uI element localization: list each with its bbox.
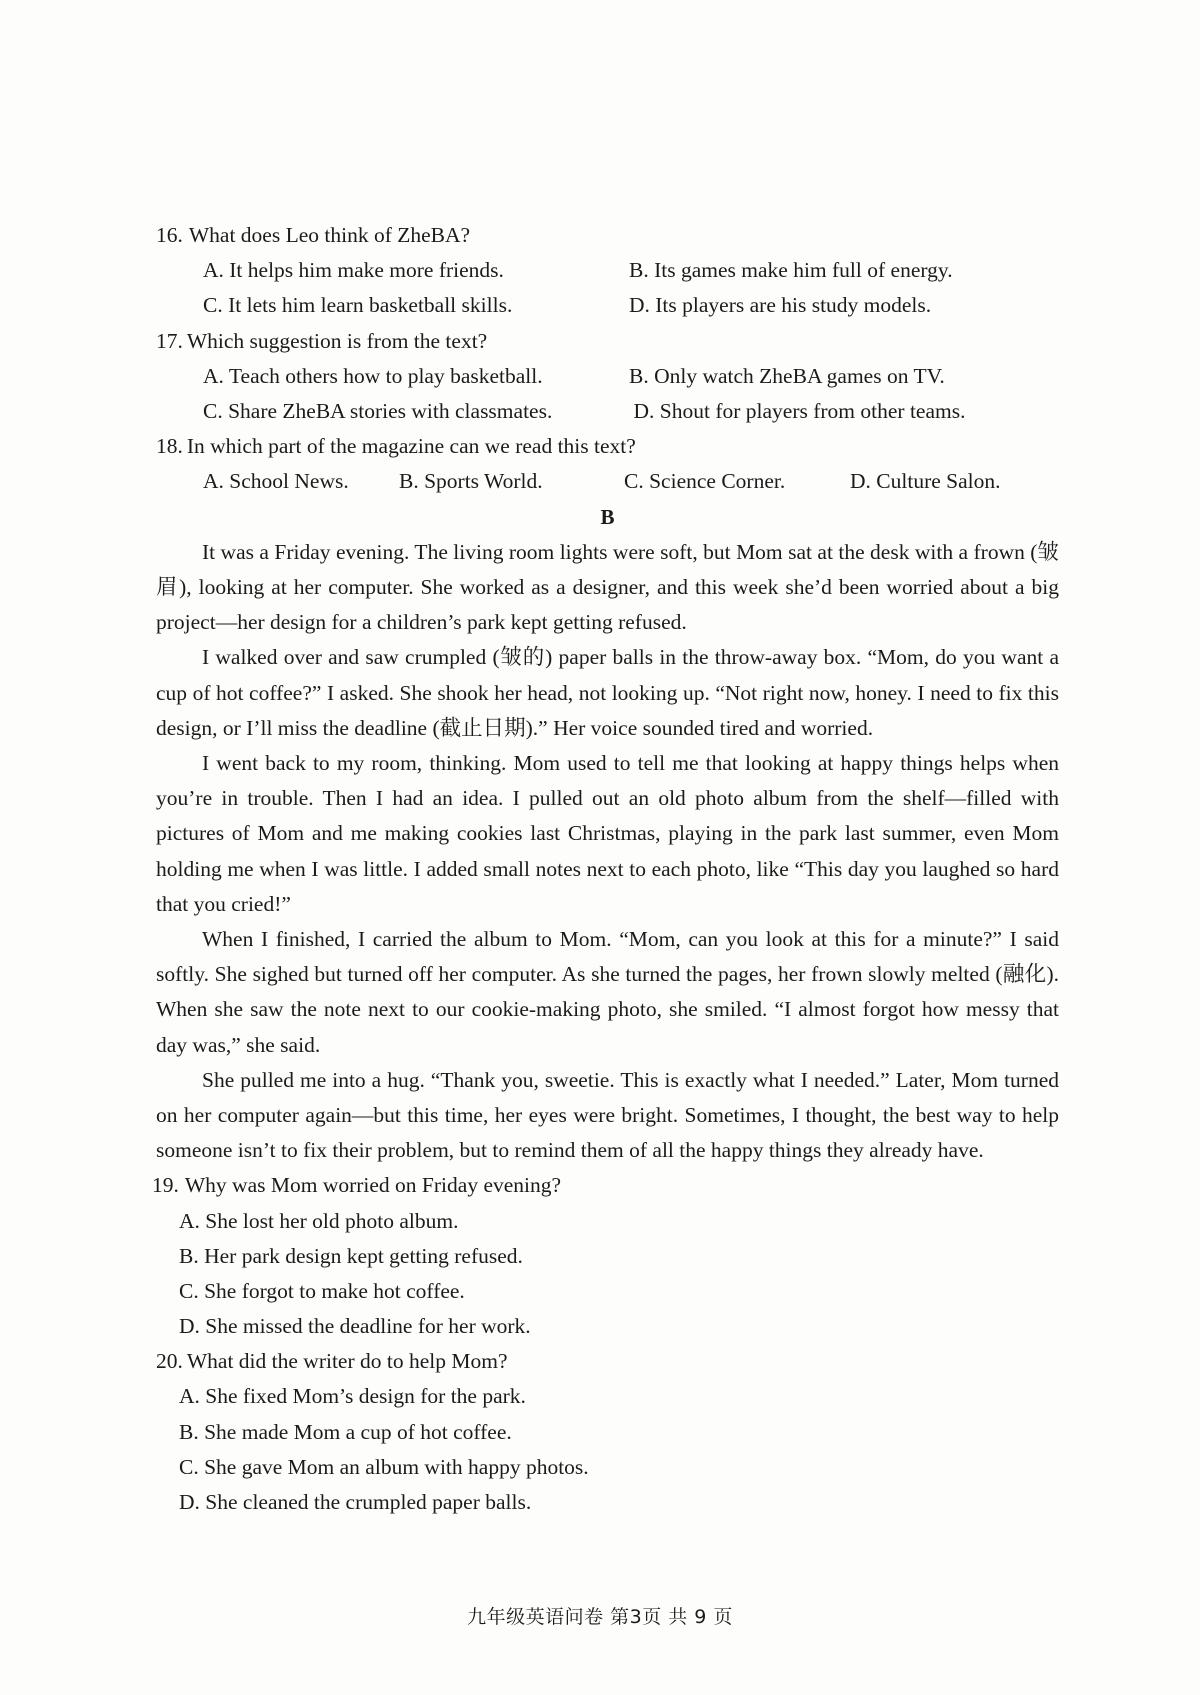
question-17 — [156, 324, 1059, 359]
question-16 — [156, 218, 1059, 253]
option-d: D. She missed the deadline for her work. — [179, 1314, 531, 1339]
option-b: B. Its games make him full of energy. — [629, 258, 953, 283]
option-d: D. She cleaned the crumpled paper balls. — [179, 1490, 532, 1515]
question-stem: Which suggestion is from the text? — [186, 328, 488, 353]
passage-paragraph: She pulled me into a hug. “Thank you, sweetie. This is exactly what I needed.” Later, Mom turned on her computer again—but this time, her eyes were bright. Sometimes, I thought, the best way to help someone isn’t to fix their problem, but to remind them of all the happy things they already have. — [156, 1067, 1059, 1163]
option-d: D. Its players are his study models. — [629, 293, 932, 318]
passage-paragraph: When I finished, I carried the album to Mom. “Mom, can you look at this for a minute?” I said softly. She sighed but turned off her computer. As she turned the pages, her frown slowly melted (融化). When she saw the note next to our cookie-making photo, she smiled. “I almost forgot how messy that day was,” she said. — [156, 926, 1059, 1057]
option-a: A. School News. — [203, 469, 349, 494]
question-20 — [156, 1344, 1059, 1379]
option-c: C. She forgot to make hot coffee. — [179, 1278, 465, 1303]
passage-paragraph: I walked over and saw crumpled (皱的) paper balls in the throw-away box. “Mom, do you want a cup of hot coffee?” I asked. She shook her head, not looking up. “Not right now, honey. I need to fix this design, or I’ll miss the deadline (截止日期).” Her voice sounded tired and worried. — [156, 645, 1059, 740]
question-19 — [152, 1168, 1059, 1203]
options-row — [156, 359, 1059, 394]
question-number: 16. — [156, 223, 183, 247]
question-number: 19. — [152, 1173, 179, 1198]
options-row — [156, 288, 1059, 323]
option-a: A. Teach others how to play basketball. — [203, 363, 543, 388]
passage-paragraph: I went back to my room, thinking. Mom used to tell me that looking at happy things helps when you’re in trouble. Then I had an idea. I pulled out an old photo album from the shelf—filled with pictures of Mom and me making cookies last Christmas, playing in the park last summer, even Mom holding me when I was little. I added small notes next to each photo, like “This day you laughed so hard that you cried!” — [156, 750, 1059, 916]
option-a: A. She fixed Mom’s design for the park. — [179, 1384, 526, 1409]
question-18 — [156, 429, 1059, 464]
page-footer: 九年级英语问卷 第3页 共 9 页 — [467, 1606, 733, 1628]
question-stem: In which part of the magazine can we read this text? — [186, 434, 636, 459]
option-c: C. Share ZheBA stories with classmates. — [203, 398, 553, 423]
section-title: B — [600, 504, 615, 529]
question-number: 18. — [156, 434, 183, 459]
option-a: A. It helps him make more friends. — [203, 258, 504, 283]
option-c: C. It lets him learn basketball skills. — [203, 293, 513, 318]
option-a: A. She lost her old photo album. — [179, 1208, 459, 1233]
options-row — [156, 394, 1059, 429]
page-content — [152, 218, 1059, 1520]
question-stem: Why was Mom worried on Friday evening? — [184, 1173, 562, 1198]
option-c: C. She gave Mom an album with happy photos. — [179, 1454, 589, 1479]
option-c: C. Science Corner. — [624, 469, 786, 494]
option-b: B. Her park design kept getting refused. — [179, 1243, 523, 1268]
question-number: 20. — [156, 1349, 183, 1374]
question-stem: What did the writer do to help Mom? — [186, 1349, 508, 1374]
passage-paragraph: It was a Friday evening. The living room lights were soft, but Mom sat at the desk with a frown (皱眉), looking at her computer. She worked as a designer, and this week she’d been worried about a big project—her design for a children’s park kept getting refused. — [156, 539, 1059, 635]
option-d: D. Shout for players from other teams. — [633, 398, 966, 423]
question-stem: What does Leo think of ZheBA? — [188, 223, 471, 247]
question-number: 17. — [156, 328, 183, 353]
option-b: B. She made Mom a cup of hot coffee. — [179, 1419, 512, 1444]
options-row — [156, 253, 1059, 288]
option-d: D. Culture Salon. — [850, 469, 1001, 494]
option-b: B. Only watch ZheBA games on TV. — [629, 363, 945, 388]
options-row — [156, 464, 1059, 499]
option-b: B. Sports World. — [399, 469, 543, 494]
